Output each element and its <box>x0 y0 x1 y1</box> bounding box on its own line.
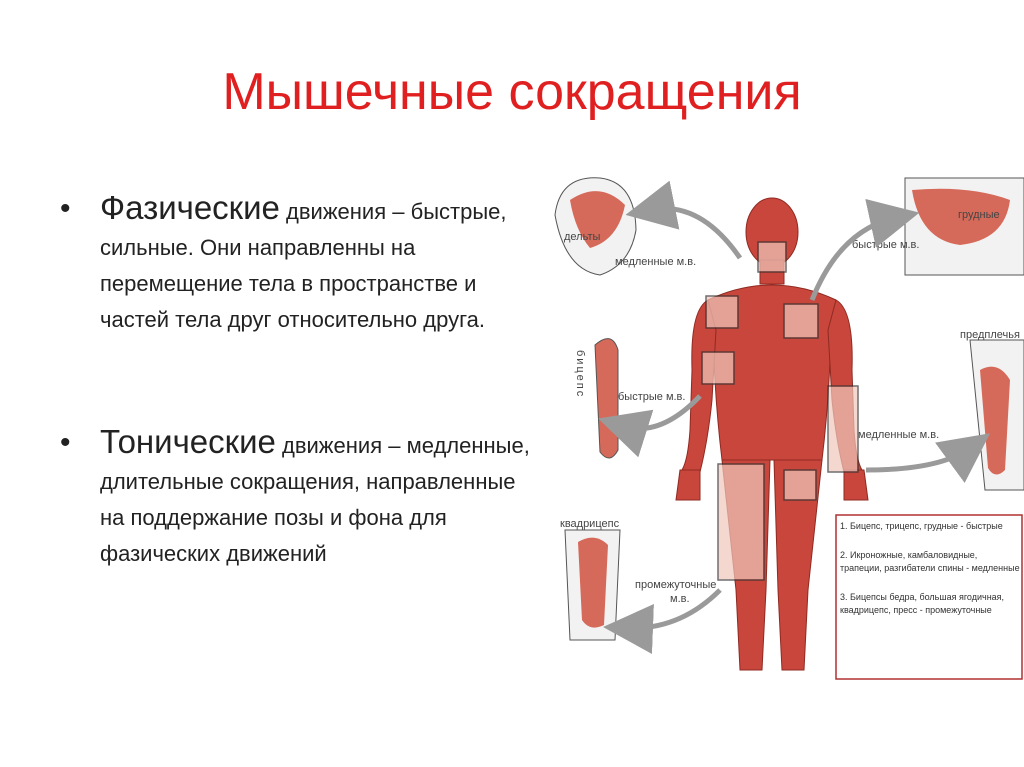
slide-title: Мышечные сокращения <box>222 63 802 121</box>
label-biceps-vertical: бицепс <box>574 350 586 399</box>
label-fast-left: быстрые м.в. <box>618 391 686 403</box>
label-slow-right: медленные м.в. <box>858 429 940 441</box>
label-slow-top: медленные м.в. <box>615 256 697 268</box>
bullet-tonic-text: движения – медленные, длительные сокращения, направленные на поддержание позы и фона для фазических движений <box>100 433 530 566</box>
label-forearm: предплечья <box>960 329 1020 341</box>
muscle-diagram <box>540 170 1024 690</box>
legend-item-1: 1. Бицепс, трицепс, грудные - быстрые <box>840 521 1003 531</box>
bullet-marker: • <box>60 426 71 459</box>
quadriceps-thumbnail <box>565 530 620 640</box>
bullet-phasic-text: движения – быстрые, сильные. Они направленны на перемещение тела в пространстве и частей тела друг относительно друга. <box>100 199 507 332</box>
label-intermediate-2: м.в. <box>670 593 690 605</box>
label-quadriceps: квадрицепс <box>560 518 620 530</box>
pectoral-thumbnail <box>905 178 1024 275</box>
bullet-phasic-head: Фазические <box>100 189 280 226</box>
bullet-tonic-head: Тонические <box>100 423 276 460</box>
label-pectoral: грудные <box>958 209 1000 221</box>
bullet-phasic <box>60 190 530 338</box>
bullet-tonic <box>60 424 530 572</box>
label-intermediate-1: промежуточные <box>635 579 717 591</box>
legend-item-3: 3. Бицепсы бедра, большая ягодичная, квадрицепс, пресс - промежуточные <box>840 592 1005 615</box>
label-deltoid: дельты <box>564 231 601 243</box>
forearm-thumbnail <box>970 340 1024 490</box>
biceps-thumbnail <box>595 339 618 458</box>
label-fast-top: быстрые м.в. <box>852 239 920 251</box>
bullet-marker: • <box>60 192 71 225</box>
legend-item-2: 2. Икроножные, камбаловидные, трапеции, разгибатели спины - медленные <box>840 550 1020 573</box>
